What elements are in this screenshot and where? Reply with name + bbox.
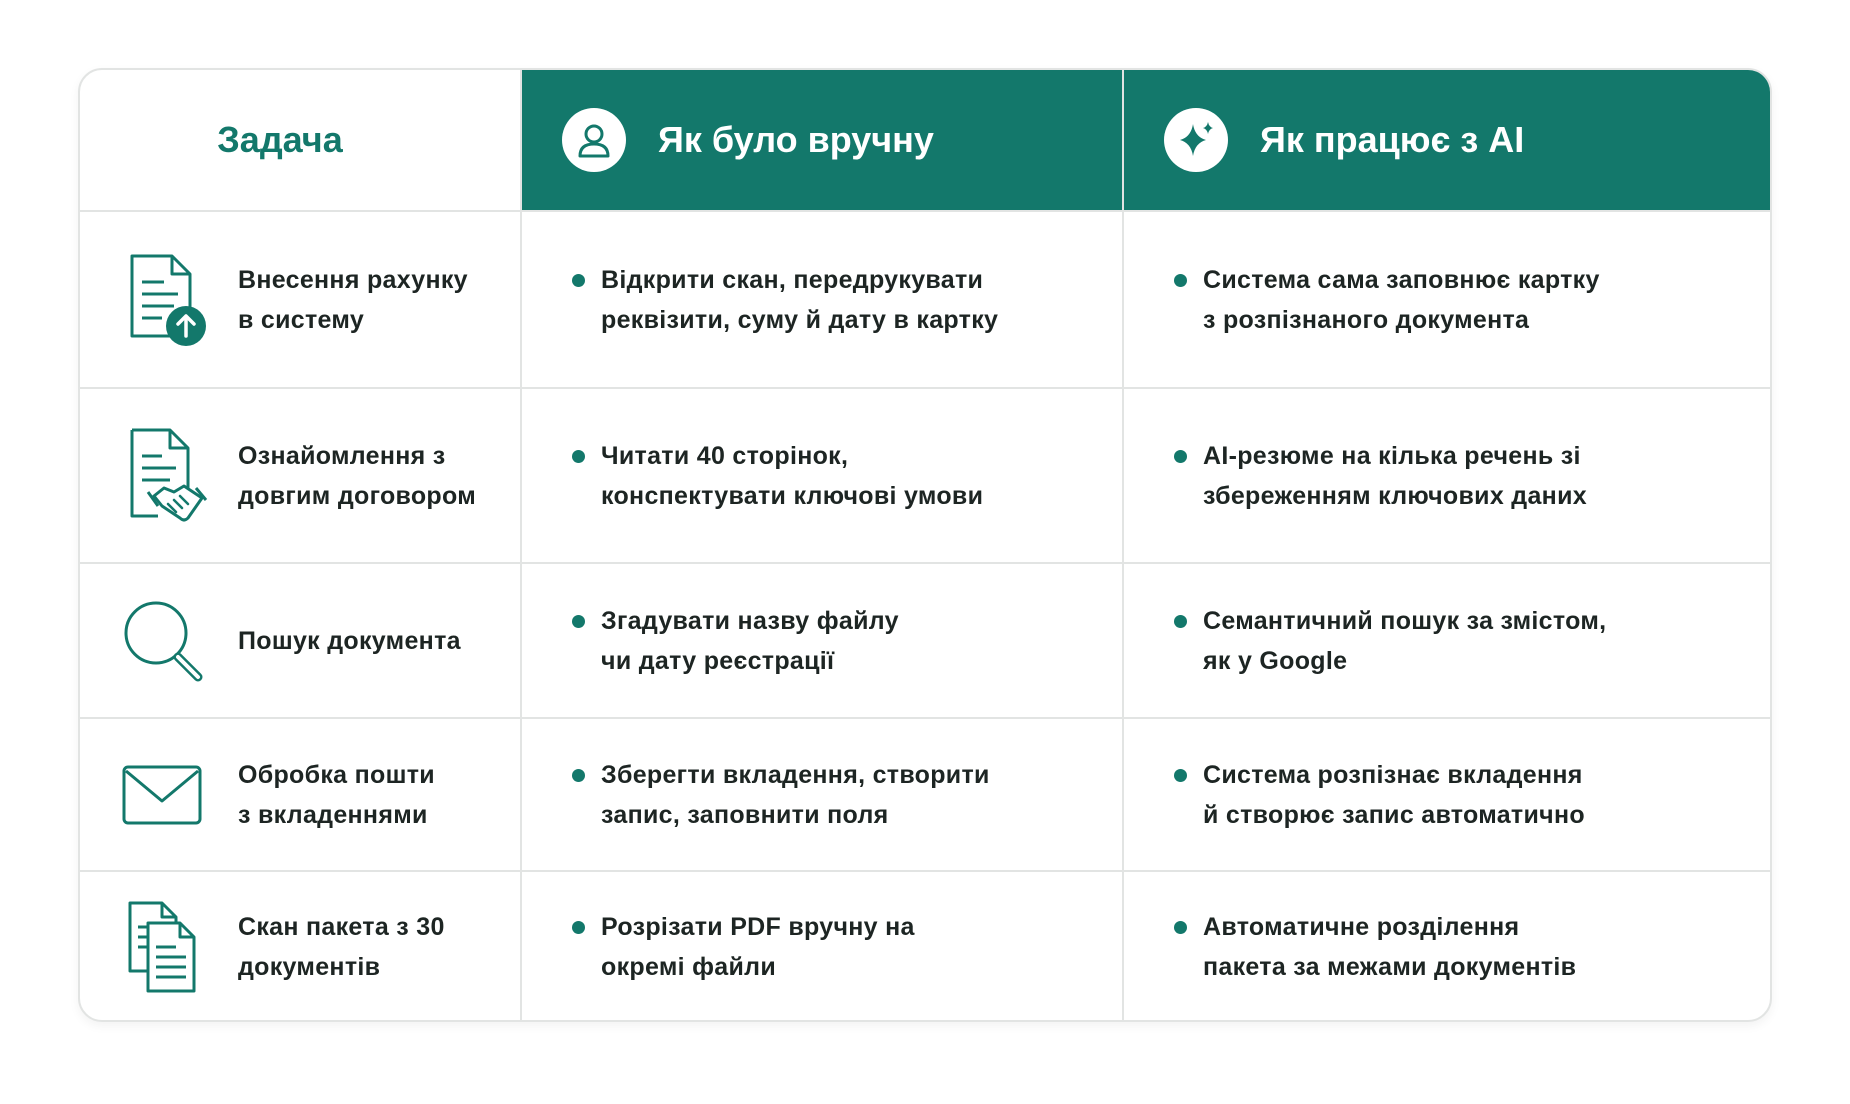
ai-cell [1124,719,1770,870]
bullet-dot [1174,921,1187,934]
bullet-dot [1174,450,1187,463]
task-cell [80,389,522,562]
task-cell [80,212,522,387]
user-icon [562,108,626,172]
ai-cell [1124,212,1770,387]
task-cell [80,719,522,870]
header-manual [522,70,1124,210]
ai-text: Система розпізнає вкладення й створює запис автоматично [1203,760,1585,829]
manual-cell [522,389,1124,562]
task-cell [80,564,522,717]
manual-cell [522,719,1124,870]
header-task [80,70,522,210]
manual-cell [522,564,1124,717]
manual-text: Розрізати PDF вручну на окремі файли [601,913,915,981]
document-upload-icon [118,250,208,350]
manual-text: Читати 40 сторінок, конспектувати ключові умови [601,441,984,510]
bullet-dot [572,274,585,287]
table-header [80,70,1770,212]
bullet-dot [1174,769,1187,782]
documents-stack-icon [118,897,208,997]
mail-icon [118,745,208,845]
bullet-dot [572,921,585,934]
task-label: Обробка пошти з вкладеннями [238,760,435,829]
comparison-table [78,68,1772,1022]
bullet-dot [572,450,585,463]
ai-cell [1124,872,1770,1022]
search-icon [118,591,208,691]
table-row [80,564,1770,719]
manual-cell [522,212,1124,387]
ai-cell [1124,389,1770,562]
ai-text: AI-резюме на кілька речень зі збереженням ключових даних [1203,441,1587,510]
bullet-dot [572,769,585,782]
table-row [80,212,1770,389]
task-label: Пошук документа [238,626,461,655]
bullet-dot [572,615,585,628]
document-handshake-icon [118,426,208,526]
sparkle-icon [1164,108,1228,172]
task-label: Внесення рахунку в систему [238,265,468,334]
manual-text: Зберегти вкладення, створити запис, заповнити поля [601,760,990,829]
header-task-label: Задача [217,119,343,160]
ai-text: Система сама заповнює картку з розпізнаного документа [1203,265,1600,334]
header-ai [1124,70,1770,210]
ai-cell [1124,564,1770,717]
table-row [80,389,1770,564]
table-row [80,872,1770,1022]
task-cell [80,872,522,1022]
manual-text: Згадувати назву файлу чи дату реєстрації [601,606,899,675]
task-label: Скан пакета з 30 документів [238,913,445,981]
manual-cell [522,872,1124,1022]
task-label: Ознайомлення з довгим договором [238,441,477,510]
bullet-dot [1174,615,1187,628]
ai-text: Автоматичне розділення пакета за межами документів [1203,913,1577,981]
bullet-dot [1174,274,1187,287]
table-row [80,719,1770,872]
manual-text: Відкрити скан, передрукувати реквізити, суму й дату в картку [601,265,999,334]
header-ai-label: Як працює з AI [1260,119,1525,160]
header-manual-label: Як було вручну [658,119,934,160]
ai-text: Семантичний пошук за змістом, як у Google [1203,606,1607,675]
